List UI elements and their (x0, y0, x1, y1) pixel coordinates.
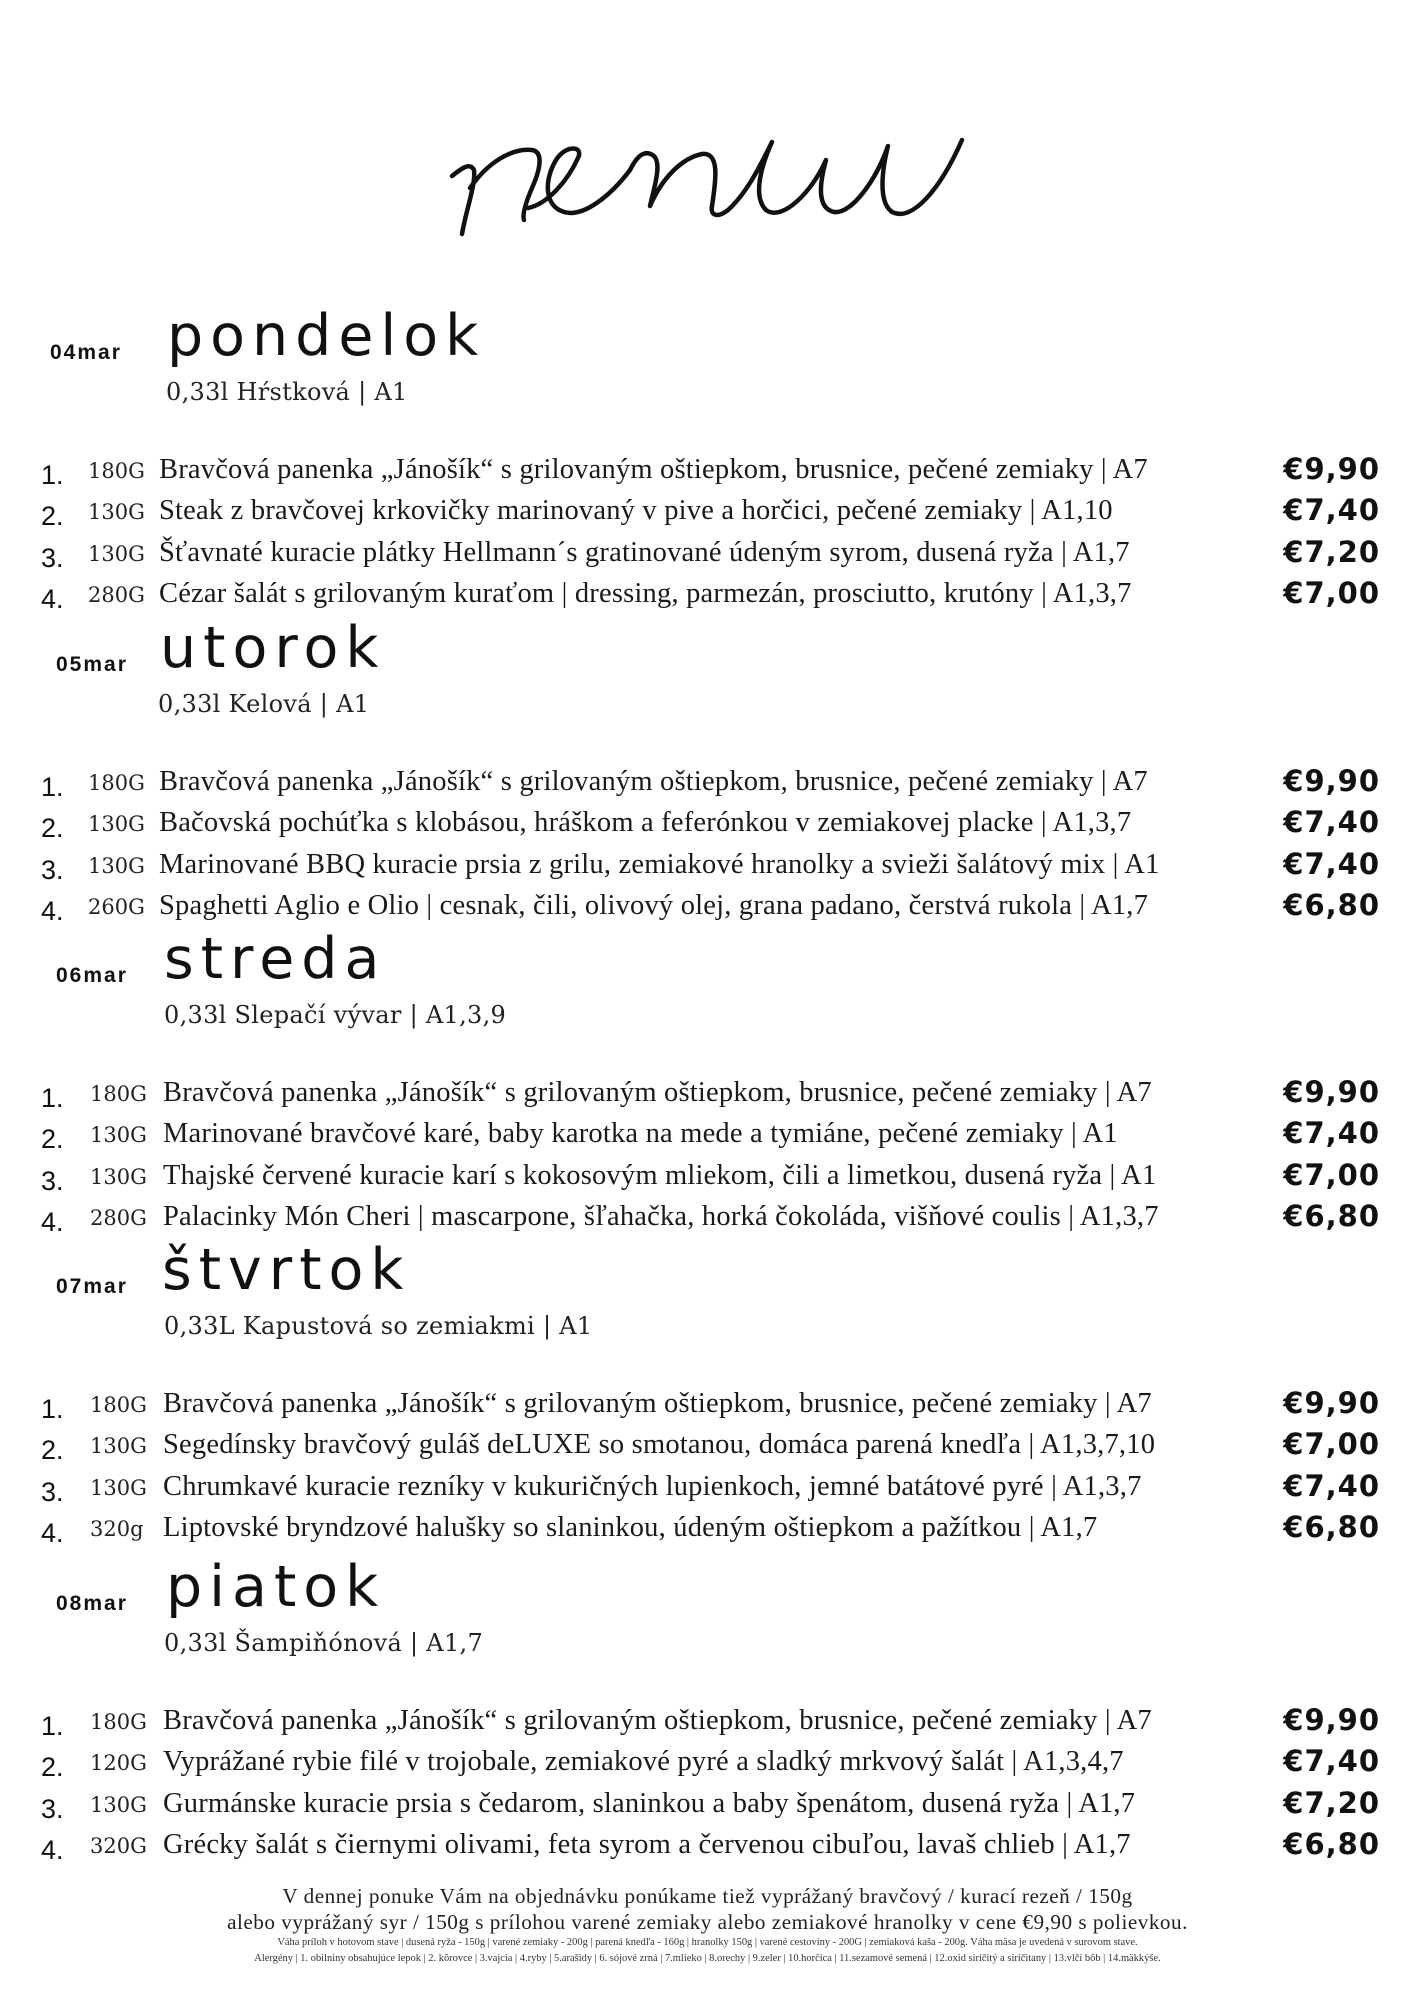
dish-row (0, 1077, 1415, 1117)
dish-price: €7,40 (1283, 1468, 1380, 1503)
day-name: štvrtok (162, 1237, 411, 1303)
dish-weight: 130G (90, 1164, 147, 1189)
dish-number: 2. (41, 1752, 64, 1783)
dish-description: Liptovské bryndzové halušky so slaninkou, údeným oštiepkom a pažítkou | A1,7 (163, 1511, 1098, 1543)
dish-number: 4. (41, 1834, 64, 1865)
dish-number: 1. (41, 460, 64, 490)
menu-script-logo-icon (440, 118, 980, 248)
dish-price: €6,80 (1283, 1198, 1380, 1233)
dish-number: 2. (41, 1435, 64, 1466)
dish-weight: 180G (90, 1393, 147, 1417)
dish-number: 2. (41, 813, 64, 844)
dish-description: Šťavnaté kuracie plátky Hellmann´s gratinované údeným syrom, dusená ryža | A1,7 (159, 536, 1130, 568)
dish-price: €7,20 (1283, 534, 1380, 569)
menu-logo (440, 118, 980, 248)
footer-weights-note: Váha príloh v hotovom stave | dusená ryža - 150g | varené zemiaky - 200g | parená knedľa - 160g | hranolky 150g | varené cestoviny - 200G | zemiaková kaša - 200g. Váha mäsa je uvedená v surovom stave. (277, 1937, 1138, 1948)
dish-weight: 260G (88, 894, 145, 919)
dish-description: Steak z bravčovej krkovičky marinovaný v pive a horčici, pečené zemiaky | A1,10 (159, 495, 1113, 527)
dish-price: €9,90 (1283, 1386, 1380, 1420)
dish-price: €6,80 (1283, 1509, 1380, 1544)
dish-number: 4. (41, 583, 64, 614)
dish-price: €9,90 (1283, 1075, 1380, 1109)
dish-weight: 280G (90, 1205, 147, 1230)
dish-description: Chrumkavé kuracie rezníky v kukuričných lupienkoch, jemné batátové pyré | A1,3,7 (163, 1470, 1142, 1502)
dish-row (0, 807, 1415, 847)
dish-price: €7,40 (1283, 493, 1380, 528)
day-name: pondelok (167, 303, 486, 369)
dish-description: Palacinky Món Cheri | mascarpone, šľahačka, horká čokoláda, višňové coulis | A1,3,7 (163, 1200, 1159, 1232)
dish-row (0, 1388, 1415, 1428)
dish-price: €7,20 (1283, 1785, 1380, 1820)
dish-row (0, 1118, 1415, 1158)
dish-number: 2. (41, 501, 64, 532)
dish-number: 3. (41, 542, 64, 573)
dish-description: Grécky šalát s čiernymi olivami, feta syrom a červenou cibuľou, lavaš chlieb | A1,7 (163, 1828, 1131, 1860)
dish-row (0, 1746, 1415, 1786)
dish-weight: 130G (90, 1434, 147, 1459)
dish-description: Spaghetti Aglio e Olio | cesnak, čili, olivový olej, grana padano, čerstvá rukola | A1,7 (159, 889, 1149, 921)
dish-number: 1. (41, 1394, 64, 1424)
dish-row (0, 1198, 1415, 1241)
footer-order-note: V dennej ponuke Vám na objednávku ponúkame tiež vyprážaný bravčový / kurací rezeň / 150g (282, 1884, 1133, 1908)
dish-weight: 130G (90, 1792, 147, 1817)
dish-row (0, 1468, 1415, 1511)
dish-number: 4. (41, 1206, 64, 1237)
dish-weight: 320g (90, 1516, 144, 1541)
day-name: streda (164, 926, 387, 992)
dish-description: Bačovská pochúťka s klobásou, hráškom a feferónkou v zemiakovej placke | A1,3,7 (159, 807, 1132, 839)
dish-price: €6,80 (1283, 1826, 1380, 1861)
dish-row (0, 1509, 1415, 1552)
dish-number: 4. (41, 895, 64, 926)
dish-description: Bravčová panenka „Jánošík“ s grilovaným oštiepkom, brusnice, pečené zemiaky | A7 (159, 766, 1148, 797)
dish-weight: 130G (88, 500, 145, 525)
dish-number: 3. (41, 1476, 64, 1507)
footer-price-note: alebo vyprážaný syr / 150g s prílohou varené zemiaky alebo zemiakové hranolky v cene €9,90 s polievkou. (227, 1910, 1188, 1934)
dish-price: €6,80 (1283, 887, 1380, 922)
day-date: 08mar (56, 1592, 128, 1615)
dish-row (0, 1705, 1415, 1745)
dish-row (0, 1785, 1415, 1828)
dish-price: €7,40 (1283, 846, 1380, 881)
day-header (0, 926, 1415, 1029)
dish-weight: 130G (88, 853, 145, 878)
soup-of-the-day: 0,33l Slepačí vývar | A1,3,9 (164, 1001, 507, 1029)
dish-price: €9,90 (1283, 764, 1380, 798)
dish-number: 1. (41, 1083, 64, 1113)
dish-description: Bravčová panenka „Jánošík“ s grilovaným oštiepkom, brusnice, pečené zemiaky | A7 (159, 454, 1148, 485)
dish-weight: 180G (90, 1710, 147, 1734)
dish-number: 3. (41, 854, 64, 885)
footer (0, 1883, 1415, 1967)
dish-weight: 180G (88, 771, 145, 795)
dish-description: Gurmánske kuracie prsia s čedarom, slaninkou a baby špenátom, dusená ryža | A1,7 (163, 1787, 1136, 1819)
footer-allergens-note: Alergény | 1. obilniny obsahujúce lepok | 2. kôrovce | 3.vajcia | 4.ryby | 5.arašidy | 6. sójové zrná | 7.mlieko | 8.orechy | 9.zeler | 10.horčica | 11.sezamové semená | 12.oxid siričitý a siričitany | 13.vlčí bôb | 14.mäkkýše. (254, 1953, 1161, 1964)
soup-of-the-day: 0,33L Kapustová so zemiakmi | A1 (164, 1312, 593, 1340)
day-name: piatok (166, 1554, 386, 1620)
dish-row (0, 887, 1415, 930)
dish-row (0, 454, 1415, 494)
day-header (0, 303, 1415, 406)
dish-description: Thajské červené kuracie karí s kokosovým mliekom, čili a limetkou, dusená ryža | A1 (163, 1159, 1157, 1191)
dish-weight: 180G (90, 1082, 147, 1106)
dish-price: €9,90 (1283, 452, 1380, 486)
dish-weight: 130G (88, 812, 145, 837)
dish-number: 2. (41, 1124, 64, 1155)
dish-description: Marinované bravčové karé, baby karotka na mede a tymiáne, pečené zemiaky | A1 (163, 1118, 1118, 1150)
dish-weight: 120G (90, 1751, 147, 1776)
dish-price: €7,40 (1283, 1744, 1380, 1779)
dish-row (0, 1429, 1415, 1469)
dish-price: €7,40 (1283, 1116, 1380, 1151)
day-name: utorok (160, 615, 386, 681)
dish-description: Segedínsky bravčový guláš deLUXE so smotanou, domáca parená knedľa | A1,3,7,10 (163, 1429, 1156, 1461)
dish-number: 3. (41, 1165, 64, 1196)
dish-row (0, 534, 1415, 577)
dish-number: 3. (41, 1793, 64, 1824)
dish-description: Bravčová panenka „Jánošík“ s grilovaným oštiepkom, brusnice, pečené zemiaky | A7 (163, 1705, 1152, 1736)
dish-weight: 320G (90, 1833, 147, 1858)
dish-weight: 130G (90, 1475, 147, 1500)
dish-price: €7,00 (1283, 575, 1380, 610)
soup-of-the-day: 0,33l Šampiňónová | A1,7 (164, 1629, 484, 1657)
dish-description: Bravčová panenka „Jánošík“ s grilovaným oštiepkom, brusnice, pečené zemiaky | A7 (163, 1388, 1152, 1419)
dish-row (0, 766, 1415, 806)
day-date: 04mar (50, 341, 122, 364)
day-header (0, 1554, 1415, 1657)
day-header (0, 1237, 1415, 1340)
dish-description: Vyprážané rybie filé v trojobale, zemiakové pyré a sladký mrkvový šalát | A1,3,4,7 (163, 1746, 1124, 1778)
dish-number: 4. (41, 1517, 64, 1548)
dish-weight: 130G (90, 1123, 147, 1148)
dish-row (0, 495, 1415, 535)
day-header (0, 615, 1415, 718)
dish-description: Cézar šalát s grilovaným kuraťom | dressing, parmezán, prosciutto, krutóny | A1,3,7 (159, 577, 1132, 609)
day-date: 05mar (56, 653, 128, 676)
dish-weight: 180G (88, 459, 145, 483)
dish-number: 1. (41, 1711, 64, 1741)
soup-of-the-day: 0,33l Kelová | A1 (158, 690, 370, 718)
dish-price: €7,40 (1283, 805, 1380, 840)
dish-number: 1. (41, 772, 64, 802)
dish-price: €7,00 (1283, 1157, 1380, 1192)
dish-description: Marinované BBQ kuracie prsia z grilu, zemiakové hranolky a svieži šalátový mix | A1 (159, 848, 1160, 880)
day-date: 06mar (56, 964, 128, 987)
dish-weight: 130G (88, 541, 145, 566)
dish-weight: 280G (88, 582, 145, 607)
soup-of-the-day: 0,33l Hŕstková | A1 (166, 378, 408, 406)
dish-row (0, 575, 1415, 618)
dish-row (0, 846, 1415, 889)
dish-price: €9,90 (1283, 1703, 1380, 1737)
day-date: 07mar (56, 1275, 128, 1298)
dish-row (0, 1157, 1415, 1200)
dish-description: Bravčová panenka „Jánošík“ s grilovaným oštiepkom, brusnice, pečené zemiaky | A7 (163, 1077, 1152, 1108)
dish-price: €7,00 (1283, 1427, 1380, 1462)
dish-row (0, 1826, 1415, 1869)
